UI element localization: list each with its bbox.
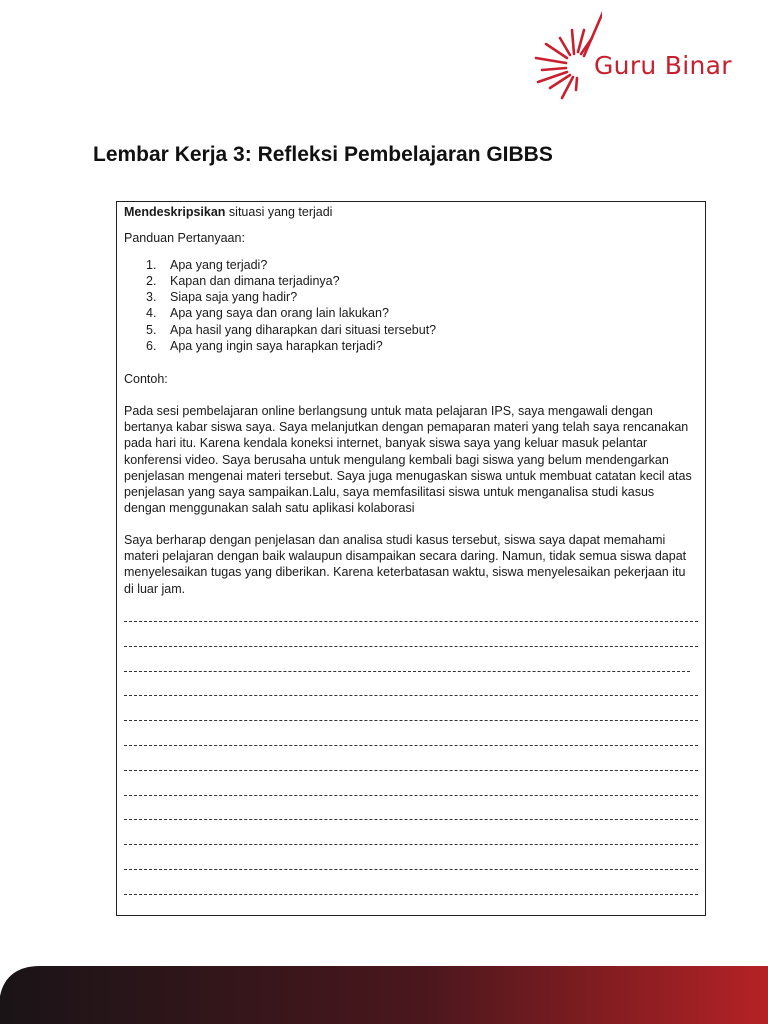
list-text: Apa yang terjadi?: [170, 257, 268, 272]
answer-line[interactable]: [124, 844, 698, 845]
list-item: [146, 273, 698, 289]
guru-binar-logo: [532, 8, 742, 112]
list-text: Apa yang ingin saya harapkan terjadi?: [170, 339, 383, 354]
answer-line[interactable]: [124, 770, 698, 771]
list-text: Siapa saja yang hadir?: [170, 290, 298, 305]
list-text: Apa yang saya dan orang lain lakukan?: [170, 306, 389, 321]
section-heading: [124, 204, 698, 220]
answer-line[interactable]: [124, 671, 690, 672]
answer-line[interactable]: [124, 646, 698, 647]
section-heading-rest: situasi yang terjadi: [225, 205, 333, 219]
guide-label: Panduan Pertanyaan:: [124, 231, 245, 246]
list-item: [146, 305, 698, 321]
list-number: 6.: [146, 339, 157, 354]
footer-bar: [0, 964, 768, 1024]
answer-line[interactable]: [124, 621, 698, 622]
answer-line[interactable]: [124, 720, 698, 721]
question-list: [124, 257, 698, 355]
list-item: [146, 322, 698, 338]
answer-line[interactable]: [124, 869, 698, 870]
list-item: [146, 257, 698, 273]
example-paragraph-2: Saya berharap dengan penjelasan dan analisa studi kasus tersebut, siswa saya dapat memahami materi pelajaran dengan baik walaupun disampaikan secara daring. Namun, tidak semua siswa dapat menyelesaikan tugas yang diberikan. Karena keterbatasan waktu, siswa menyelesaikan pekerjaan itu di luar jam.: [124, 532, 687, 596]
list-number: 3.: [146, 290, 157, 305]
worksheet-box: [116, 201, 706, 916]
brand-name: Guru Binar: [594, 51, 732, 80]
list-text: Kapan dan dimana terjadinya?: [170, 273, 340, 288]
answer-line[interactable]: [124, 795, 698, 796]
answer-line[interactable]: [124, 695, 698, 696]
list-item: [146, 338, 698, 354]
answer-line[interactable]: [124, 894, 698, 895]
example-paragraph-1: Pada sesi pembelajaran online berlangsung untuk mata pelajaran IPS, saya mengawali dengan bertanya kabar siswa saya. Saya melanjutkan dengan pemaparan materi yang telah saya rencanakan pada hari itu. Karena kendala koneksi internet, banyak siswa saya yang keluar masuk pelantar konferensi video. Saya berusaha untuk mengulang kembali bagi siswa yang belum mendengarkan penjelasan mengenai materi tersebut. Saya juga menugaskan siswa untuk membuat catatan kecil atas penjelasan yang saya sampaikan.Lalu, saya memfasilitasi siswa untuk menganalisa studi kasus dengan menggunakan salah satu aplikasi kolaborasi: [124, 403, 692, 516]
worksheet-title: Lembar Kerja 3: Refleksi Pembelajaran GIBBS: [93, 143, 553, 166]
answer-lines: [124, 621, 698, 895]
list-text: Apa hasil yang diharapkan dari situasi tersebut?: [170, 322, 437, 337]
list-number: 2.: [146, 273, 157, 288]
burst-icon: [532, 8, 602, 112]
list-item: [146, 289, 698, 305]
list-number: 1.: [146, 257, 157, 272]
example-label: Contoh:: [124, 372, 168, 387]
list-number: 4.: [146, 306, 157, 321]
answer-line[interactable]: [124, 819, 698, 820]
list-number: 5.: [146, 322, 157, 337]
answer-line[interactable]: [124, 745, 698, 746]
section-heading-bold: Mendeskripsikan: [124, 205, 226, 219]
